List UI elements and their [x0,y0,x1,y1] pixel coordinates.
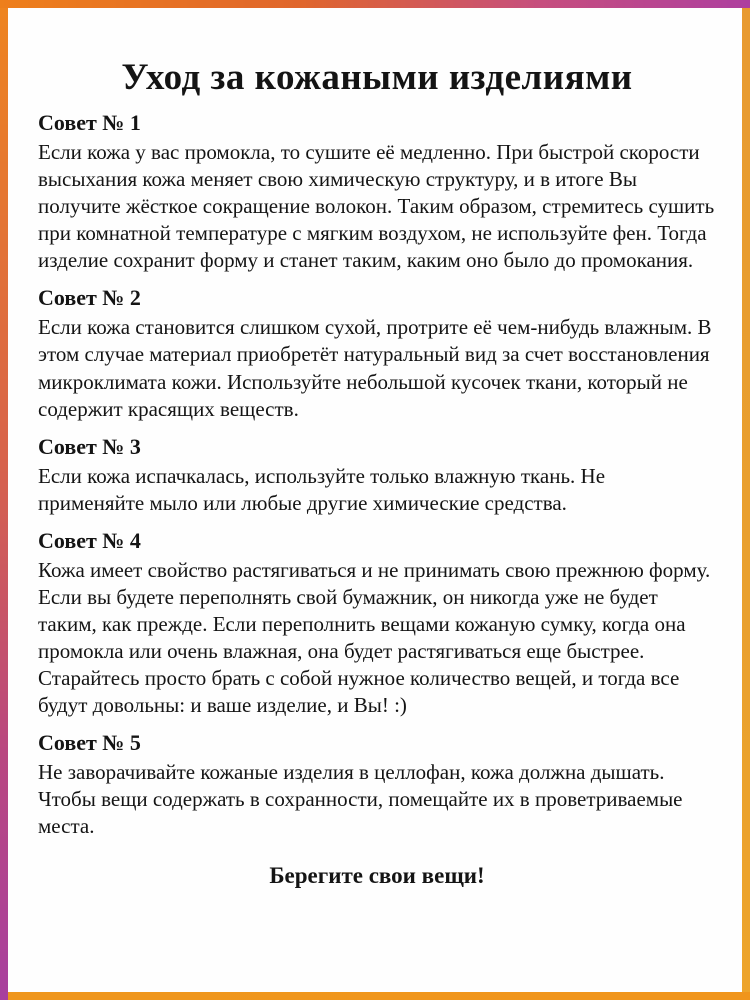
footer-note: Берегите свои вещи! [269,862,485,888]
document-page [8,8,742,992]
tip-5-heading: Совет № 5 [38,730,141,756]
tip-2-heading: Совет № 2 [38,285,141,311]
tip-5-paragraph: Не заворачивайте кожаные изделия в целлофан, кожа должна дышать. Чтобы вещи содержать в сохранности, помещайте их в проветриваемые места. [38,760,683,839]
tip-1-paragraph: Если кожа у вас промокла, то сушите её медленно. При быстрой скорости высыхания кожа меняет свою химическую структуру, и в итоге Вы получите жёсткое сокращение волокон. Таким образом, стремитесь сушить при комнатной температуре с мягким воздухом, не используйте фен. Тогда изделие сохранит форму и станет таким, каким оно было до промокания. [38,140,715,273]
frame-border-bottom [8,992,750,1000]
tip-2-paragraph: Если кожа становится слишком сухой, протрите её чем-нибудь влажным. В этом случае материал приобретёт натуральный вид за счет восстановления микроклимата кожи. Используйте небольшой кусочек ткани, который не содержит красящих веществ. [38,315,712,421]
tip-section-5 [38,730,716,840]
page-title: Уход за кожаными изделиями [121,57,633,98]
frame-border-right [742,8,750,992]
tip-3-paragraph: Если кожа испачкалась, используйте только влажную ткань. Не применяйте мыло или любые другие химические средства. [38,463,606,515]
tip-4-paragraph-2: Старайтесь просто брать с собой нужное количество вещей, и тогда все будут довольны: и ваше изделие, и Вы! :) [38,666,680,718]
tip-section-4 [38,528,716,719]
frame-border-left [0,8,8,1000]
tip-section-3 [38,434,716,517]
tip-4-paragraph-1: Кожа имеет свойство растягиваться и не принимать свою прежнюю форму. Если вы будете переполнять свой бумажник, он никогда уже не будет таким, как прежде. Если переполнить вещами кожаную сумку, когда она промокла или очень влажная, она будет растягиваться еще быстрее. [38,557,711,664]
tip-3-heading: Совет № 3 [38,433,141,459]
tip-section-1 [38,110,716,274]
tip-4-heading: Совет № 4 [38,527,141,553]
tip-1-heading: Совет № 1 [38,110,141,135]
tip-section-2 [38,285,716,422]
frame-border-top [0,0,750,8]
